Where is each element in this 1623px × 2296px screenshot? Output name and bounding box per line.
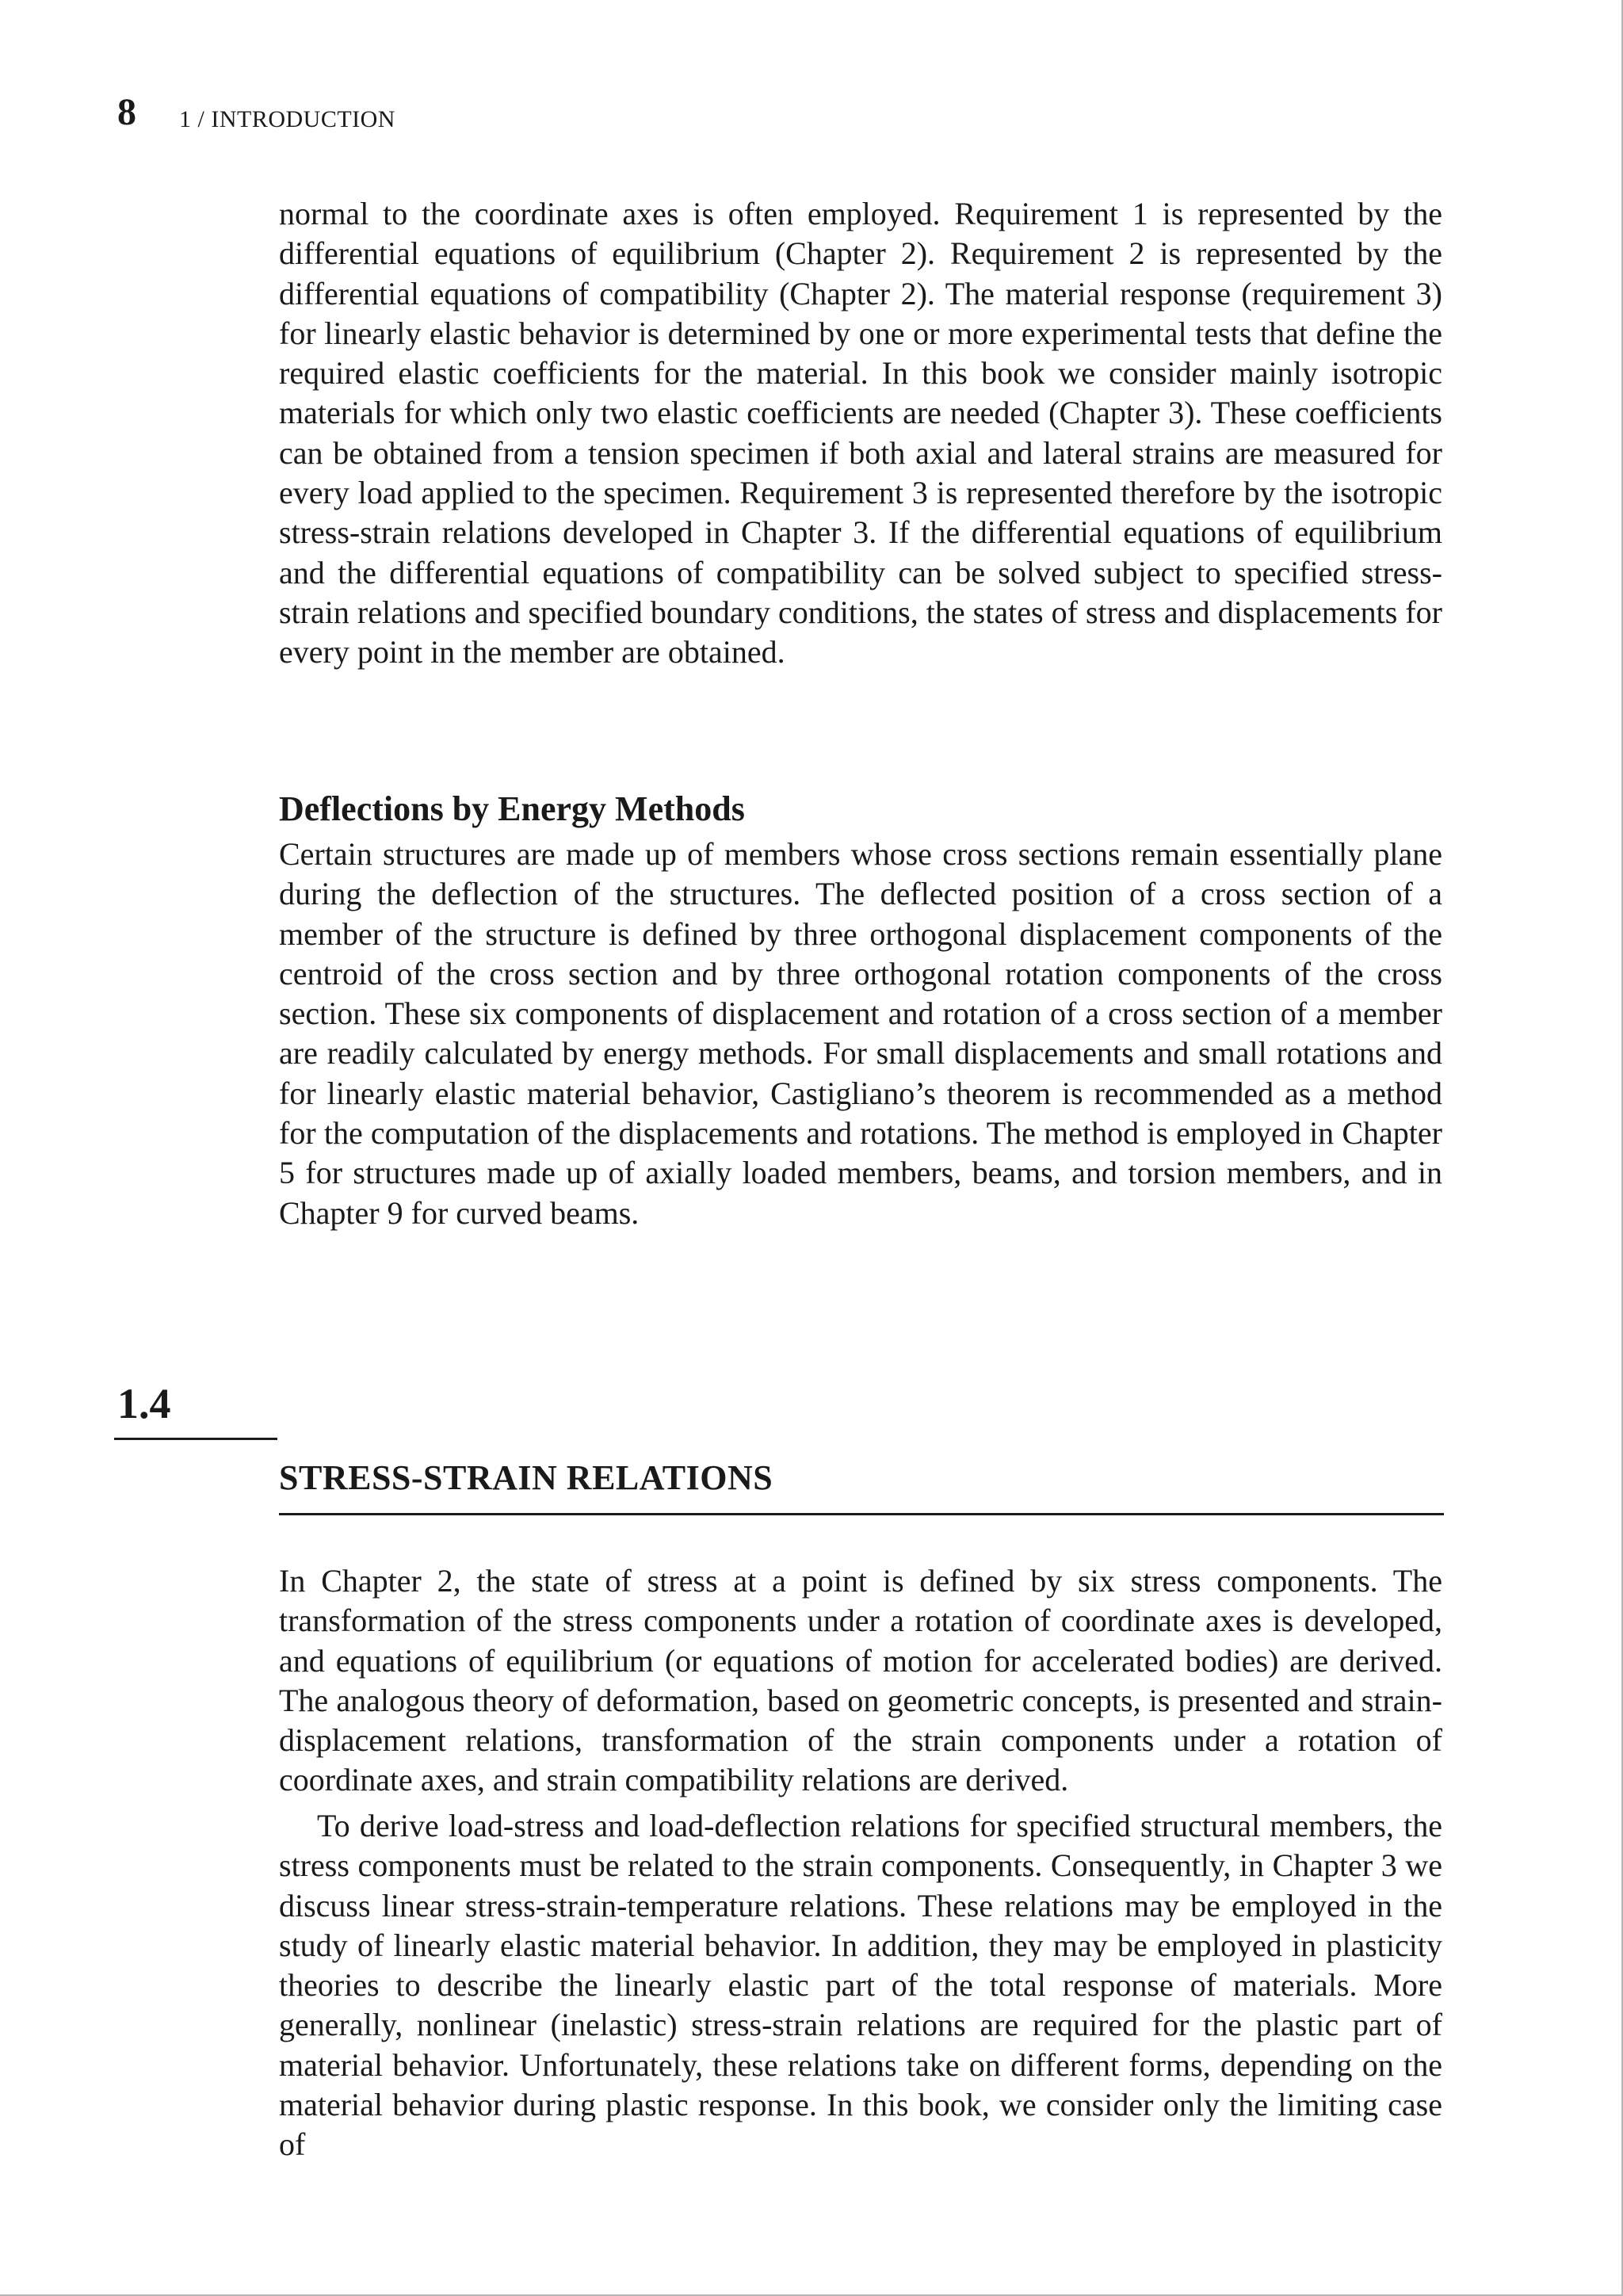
body-paragraph-4: To derive load-stress and load-deflection relations for specified structural members, the stress components must be related to the strain components. Consequently, in Chapter 3 we discuss linear stress-strain-temperature relations. These relations may be employed in the study of linearly elastic material behavior. In addition, they may be employed in plasticity theories to describe the linearly elastic part of the total response of materials. More generally, nonlinear (inelastic) stress-strain relations are required for the plastic part of material behavior. Unfortunately, these relations take on different forms, depending on the material behavior during plastic response. In this book, we consider only the limiting case of: [279, 1808, 1442, 2163]
body-paragraph-2: Certain structures are made up of members whose cross sections remain essentially plane during the deflection of the structures. The deflected position of a cross section of a member of the structure is defined by three orthogonal displacement components of the centroid of the cross section and by three orthogonal rotation components of the cross section. These six components of displacement and rotation of a cross section of a member are readily calculated by energy methods. For small displacements and small rotations and for linearly elastic material behavior, Castigliano’s theorem is recommended as a method for the computation of the displacements and rotations. The method is employed in Chapter 5 for structures made up of axially loaded members, beams, and torsion members, and in Chapter 9 for curved beams.: [279, 836, 1442, 1231]
section-title-rule: [279, 1513, 1444, 1515]
running-head: 1 / INTRODUCTION: [179, 106, 395, 132]
page-number: 8: [117, 91, 136, 133]
section-number: 1.4: [117, 1380, 171, 1427]
section-number-rule: [114, 1438, 277, 1440]
body-paragraph-1: normal to the coordinate axes is often employed. Requirement 1 is represented by the differential equations of equilibrium (Chapter 2). Requirement 2 is represented by the differential equations of compatibility (Chapter 2). The material response (requirement 3) for linearly elastic behavior is determined by one or more experimental tests that define the required elastic coefficients for the material. In this book we consider mainly isotropic materials for which only two elastic coefficients are needed (Chapter 3). These coefficients can be obtained from a tension specimen if both axial and lateral strains are measured for every load applied to the specimen. Requirement 3 is represented therefore by the isotropic stress-strain relations developed in Chapter 3. If the differential equations of equilibrium and the differential equations of compatibility can be solved subject to specified stress-strain relations and specified boundary conditions, the states of stress and displacements for every point in the member are obtained.: [279, 196, 1442, 670]
section-title: STRESS-STRAIN RELATIONS: [279, 1458, 773, 1497]
subheading-deflections: Deflections by Energy Methods: [279, 789, 745, 828]
body-paragraph-3: In Chapter 2, the state of stress at a point is defined by six stress components. The transformation of the stress components under a rotation of coordinate axes is developed, and equations of equilibrium (or equations of motion for accelerated bodies) are derived. The analogous theory of deformation, based on geometric concepts, is presented and strain-displacement relations, transformation of the strain components under a rotation of coordinate axes, and strain compatibility relations are derived.: [279, 1563, 1442, 1798]
